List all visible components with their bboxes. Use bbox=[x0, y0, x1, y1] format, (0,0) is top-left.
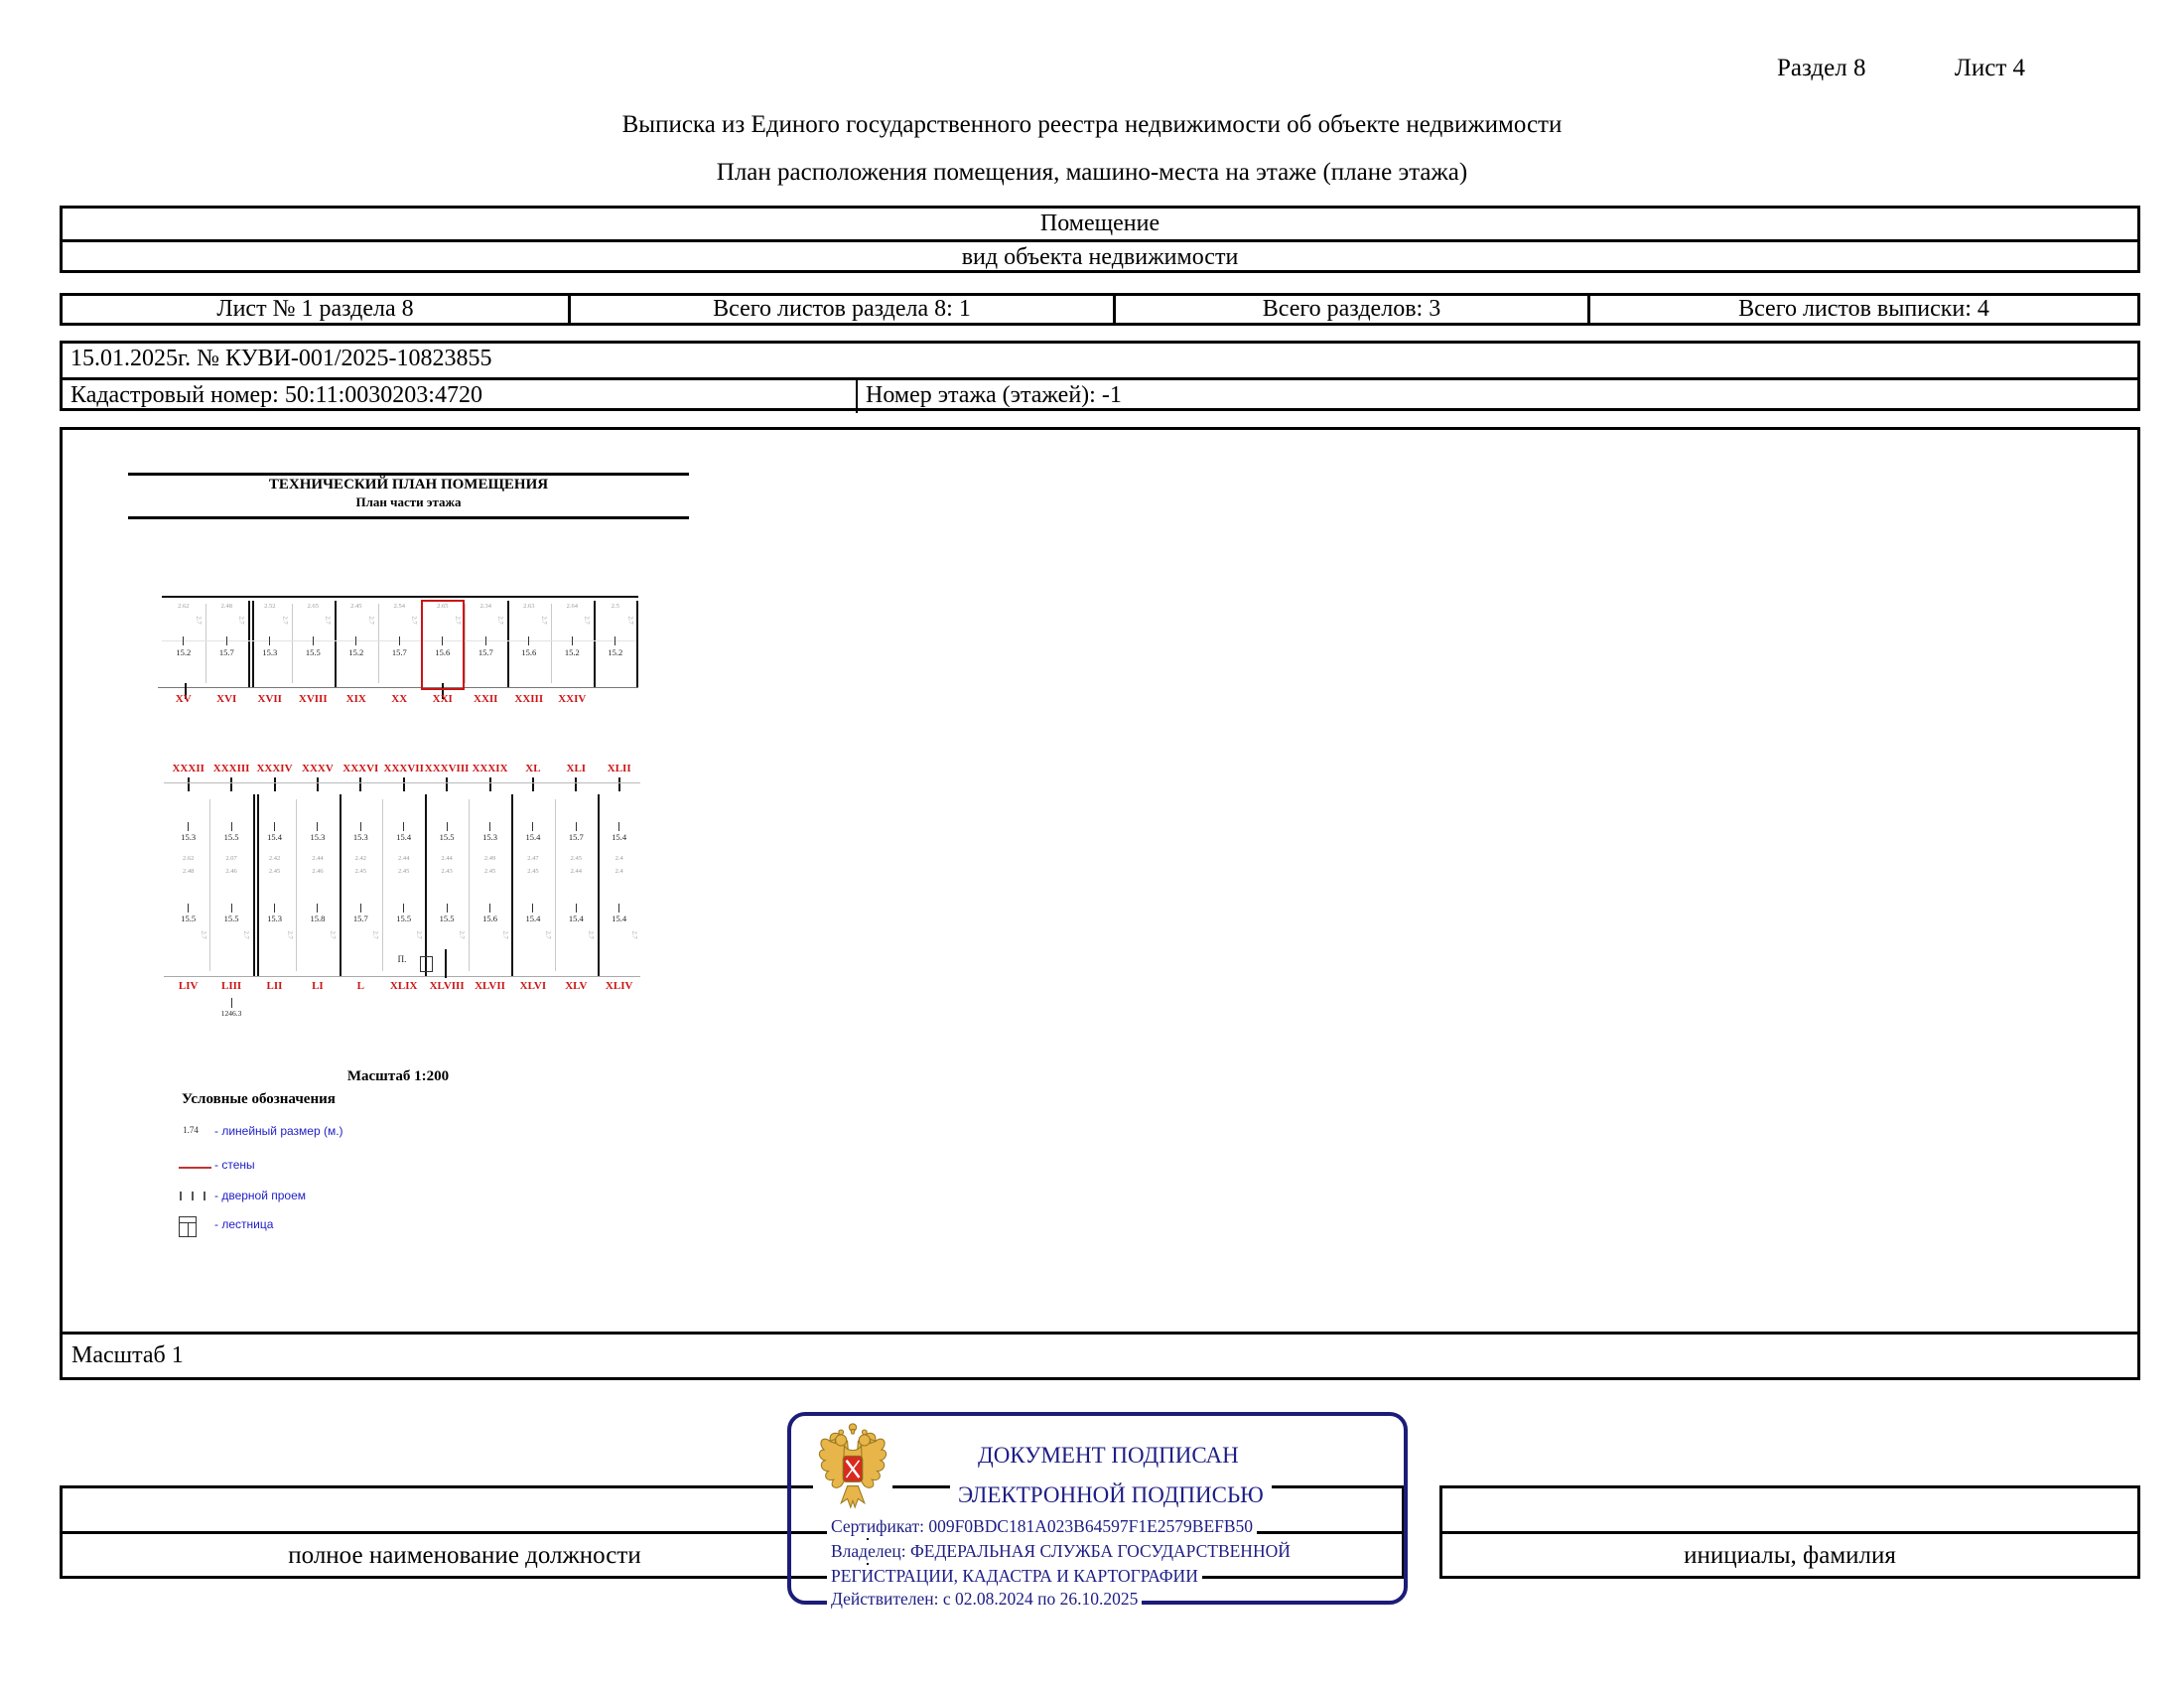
dimension-mark: 2.7 bbox=[630, 930, 638, 939]
dimension-tick bbox=[618, 904, 619, 913]
plan-box-divider bbox=[60, 1332, 2140, 1335]
stall-label: XXXVIII bbox=[424, 763, 470, 774]
plan-inner-line bbox=[292, 604, 293, 683]
plan-tick bbox=[532, 777, 534, 791]
dimension-value: 15.7 bbox=[568, 832, 584, 842]
stall-label: XXII bbox=[474, 693, 498, 705]
plan-inner-line bbox=[551, 604, 552, 683]
dimension-mark: 2.65 bbox=[437, 603, 449, 610]
plan-wall-line bbox=[636, 601, 638, 687]
plan-inner-line bbox=[465, 604, 466, 683]
stall-label: XXXIII bbox=[212, 763, 250, 774]
dimension-value: 15.3 bbox=[352, 832, 368, 842]
dimension-mark: 2.43 bbox=[441, 868, 453, 875]
dimension-value: 15.5 bbox=[305, 647, 321, 657]
dimension-mark: 2.54 bbox=[393, 603, 405, 610]
stall-label: XVI bbox=[216, 693, 237, 705]
dimension-mark: 2.7 bbox=[324, 616, 332, 625]
request-table bbox=[60, 341, 2140, 411]
name-caption: инициалы, фамилия bbox=[1684, 1542, 1896, 1569]
stall-label: LIV bbox=[178, 980, 199, 992]
dimension-mark: 2.7 bbox=[367, 616, 375, 625]
dimension-mark: 2.7 bbox=[195, 616, 203, 625]
cadastral-number: Кадастровый номер: 50:11:0030203:4720 bbox=[63, 380, 858, 413]
legend-label: - стены bbox=[214, 1158, 255, 1172]
stamp-owner-line2: РЕГИСТРАЦИИ, КАДАСТРА И КАРТОГРАФИИ bbox=[827, 1565, 1202, 1588]
stall-label: XVII bbox=[257, 693, 282, 705]
dimension-tick bbox=[274, 904, 275, 913]
dimension-mark: 2.42 bbox=[354, 855, 366, 862]
dimension-tick bbox=[447, 822, 448, 831]
dimension-tick bbox=[532, 904, 533, 913]
total-area-value: 1246.3 bbox=[220, 1009, 242, 1018]
plan-wall-line bbox=[257, 794, 259, 976]
dimension-value: 15.5 bbox=[223, 832, 239, 842]
dimension-tick bbox=[528, 636, 529, 645]
dimension-mark: 2.45 bbox=[354, 868, 366, 875]
double-eagle-emblem bbox=[813, 1420, 892, 1521]
door-legend-symbol bbox=[180, 1192, 182, 1200]
dimension-value: 15.4 bbox=[612, 914, 627, 923]
dimension-mark: 2.44 bbox=[441, 855, 453, 862]
sheet-cell: Всего листов раздела 8: 1 bbox=[571, 296, 1116, 323]
page-corner-header bbox=[1777, 55, 2025, 82]
dimension-value: 15.3 bbox=[267, 914, 282, 923]
dimension-mark: 2.44 bbox=[398, 855, 410, 862]
dimension-mark: 2.48 bbox=[220, 603, 232, 610]
stall-label: XLVI bbox=[519, 980, 547, 992]
dimension-tick bbox=[489, 822, 490, 831]
dimension-value: 15.2 bbox=[176, 647, 192, 657]
plan-wall-line bbox=[253, 794, 255, 976]
dimension-value: 15.5 bbox=[439, 914, 455, 923]
dimension-tick bbox=[313, 636, 314, 645]
dimension-mark: 2.7 bbox=[200, 930, 207, 939]
dimension-tick bbox=[226, 636, 227, 645]
stall-label: XXIII bbox=[514, 693, 544, 705]
stall-label: XXIV bbox=[558, 693, 587, 705]
plan-tick bbox=[618, 777, 620, 791]
dimension-tick bbox=[231, 822, 232, 831]
dimension-mark: 2.52 bbox=[264, 603, 276, 610]
stairs-legend-line bbox=[188, 1222, 189, 1237]
stall-label: XXXVI bbox=[342, 763, 379, 774]
stall-label: XX bbox=[391, 693, 408, 705]
dimension-mark: 2.7 bbox=[454, 616, 462, 625]
dimension-mark: 2.46 bbox=[225, 868, 237, 875]
dimension-mark: 2.7 bbox=[410, 616, 418, 625]
plan-title: ТЕХНИЧЕСКИЙ ПЛАН ПОМЕЩЕНИЯ bbox=[268, 477, 549, 492]
highlight-rect bbox=[421, 600, 465, 690]
dimension-mark: 2.45 bbox=[527, 868, 539, 875]
dimension-value: 15.6 bbox=[521, 647, 537, 657]
stall-label: XLIX bbox=[389, 980, 418, 992]
dimension-mark: 2.7 bbox=[501, 930, 508, 939]
dimension-value: 15.3 bbox=[262, 647, 278, 657]
request-number: 15.01.2025г. № КУВИ-001/2025-10823855 bbox=[63, 344, 2137, 380]
dimension-value: 15.7 bbox=[391, 647, 407, 657]
dimension-mark: 2.4 bbox=[614, 855, 623, 862]
dimension-mark: 2.44 bbox=[570, 868, 582, 875]
dimension-mark: 2.07 bbox=[225, 855, 237, 862]
dimension-mark: 2.7 bbox=[583, 616, 591, 625]
dimension-value: 15.4 bbox=[612, 832, 627, 842]
stall-label: XV bbox=[175, 693, 192, 705]
object-kind-value: Помещение bbox=[63, 209, 2137, 242]
legend-label: - лестница bbox=[214, 1217, 274, 1231]
stall-label: XLI bbox=[566, 763, 587, 774]
stall-label: LI bbox=[312, 980, 324, 992]
dimension-mark: 2.7 bbox=[286, 930, 293, 939]
dimension-value: 15.4 bbox=[267, 832, 282, 842]
dimension-mark: 2.7 bbox=[415, 930, 423, 939]
dimension-value: 15.7 bbox=[218, 647, 234, 657]
stall-label: XIX bbox=[345, 693, 366, 705]
dimension-value: 15.7 bbox=[478, 647, 493, 657]
dimension-mark: 2.45 bbox=[483, 868, 496, 875]
plan-wall-line bbox=[335, 601, 337, 687]
document-title: Выписка из Единого государственного реестра недвижимости об объекте недвижимости bbox=[621, 111, 1563, 138]
plan-inner-line bbox=[469, 799, 470, 971]
dimension-value: 15.3 bbox=[181, 832, 197, 842]
plan-tick bbox=[317, 777, 319, 791]
plan-wall-line bbox=[162, 596, 638, 598]
dimension-mark: 2.63 bbox=[523, 603, 535, 610]
stamp-line2: ЭЛЕКТРОННОЙ ПОДПИСЬЮ bbox=[950, 1481, 1272, 1509]
dimension-tick bbox=[576, 904, 577, 913]
plan-inner-line bbox=[555, 799, 556, 971]
plan-wall-line bbox=[511, 794, 513, 976]
stall-label: XL bbox=[525, 763, 541, 774]
stall-label: XLV bbox=[565, 980, 588, 992]
stairs-plan-icon bbox=[420, 956, 433, 972]
dimension-value: 15.2 bbox=[564, 647, 580, 657]
dimension-value: 15.8 bbox=[310, 914, 326, 923]
dimension-value: 15.4 bbox=[525, 914, 541, 923]
dimension-tick bbox=[403, 904, 404, 913]
dimension-mark: 2.46 bbox=[312, 868, 324, 875]
stall-label: XLVII bbox=[475, 980, 505, 992]
plan-inner-line bbox=[164, 782, 640, 783]
plan-wall-line bbox=[507, 601, 509, 687]
dimension-tick bbox=[188, 822, 189, 831]
dimension-tick bbox=[274, 822, 275, 831]
dimension-mark: 2.5 bbox=[611, 603, 619, 610]
plan-wall-line bbox=[158, 687, 638, 688]
position-caption: полное наименование должности bbox=[288, 1542, 641, 1569]
dimension-mark: 2.7 bbox=[281, 616, 289, 625]
dimension-value: 15.5 bbox=[396, 914, 412, 923]
sheet-cell: Лист № 1 раздела 8 bbox=[63, 296, 571, 323]
dimension-tick bbox=[231, 904, 232, 913]
dimension-tick bbox=[183, 636, 184, 645]
dimension-tick bbox=[532, 822, 533, 831]
dimension-tick bbox=[489, 904, 490, 913]
plan-inner-line bbox=[382, 799, 383, 971]
dimension-mark: 2.7 bbox=[458, 930, 466, 939]
footer-right-table bbox=[1439, 1485, 2140, 1579]
dimension-mark: 2.49 bbox=[483, 855, 496, 862]
plan-subtitle: План части этажа bbox=[355, 494, 462, 509]
dimension-mark: 2.45 bbox=[268, 868, 281, 875]
plan-inner-line bbox=[296, 799, 297, 971]
dimension-value: 15.2 bbox=[348, 647, 364, 657]
plan-header-rule bbox=[128, 473, 689, 476]
dimension-mark: 2.47 bbox=[527, 855, 539, 862]
plan-scale-note: Масштаб 1:200 bbox=[346, 1068, 450, 1084]
stall-label: XXXII bbox=[172, 763, 205, 774]
stamp-owner-line1: Владелец: ФЕДЕРАЛЬНАЯ СЛУЖБА ГОСУДАРСТВЕННОЙ bbox=[827, 1540, 1295, 1563]
plan-tick bbox=[575, 777, 577, 791]
dimension-value: 15.4 bbox=[525, 832, 541, 842]
dimension-mark: 2.45 bbox=[350, 603, 362, 610]
dimension-mark: 2.7 bbox=[544, 930, 552, 939]
dimension-tick bbox=[317, 904, 318, 913]
dimension-mark: 2.44 bbox=[312, 855, 324, 862]
plan-tick bbox=[230, 777, 232, 791]
dimension-mark: 2.7 bbox=[540, 616, 548, 625]
dimension-value: 15.6 bbox=[482, 914, 497, 923]
stall-label: XVIII bbox=[298, 693, 328, 705]
dimension-mark: 2.42 bbox=[268, 855, 281, 862]
dimension-mark: 2.7 bbox=[329, 930, 337, 939]
dimension-tick bbox=[614, 636, 615, 645]
object-kind-caption: вид объекта недвижимости bbox=[961, 244, 1239, 270]
stall-label: XXXIX bbox=[472, 763, 508, 774]
legend-title: Условные обозначения bbox=[182, 1091, 336, 1107]
sheet-cell: Всего разделов: 3 bbox=[1116, 296, 1590, 323]
plan-wall-line bbox=[252, 601, 254, 687]
door-legend-symbol bbox=[204, 1192, 205, 1200]
coat-of-arms-icon bbox=[813, 1420, 892, 1521]
footer-right-divider bbox=[1442, 1531, 2137, 1534]
plan-inner-line bbox=[164, 976, 640, 977]
plan-tick bbox=[446, 777, 448, 791]
stall-label: XLII bbox=[607, 763, 631, 774]
plan-tick bbox=[274, 777, 276, 791]
plan-header-rule bbox=[128, 516, 689, 519]
scale-row-label: Масштаб 1 bbox=[71, 1342, 184, 1368]
plan-inner-line bbox=[209, 799, 210, 971]
dimension-tick bbox=[355, 636, 356, 645]
stall-label: XXXVII bbox=[383, 763, 424, 774]
dimension-mark: 2.45 bbox=[398, 868, 410, 875]
dimension-tick bbox=[188, 904, 189, 913]
dimension-value: 15.5 bbox=[181, 914, 197, 923]
plan-p-mark: П. bbox=[397, 954, 407, 964]
object-kind-table bbox=[60, 206, 2140, 273]
plan-tick bbox=[359, 777, 361, 791]
plan-tick bbox=[403, 777, 405, 791]
dimension-tick bbox=[317, 822, 318, 831]
dimension-value: 15.3 bbox=[482, 832, 497, 842]
stall-label: LIII bbox=[221, 980, 242, 992]
stall-label: LII bbox=[266, 980, 283, 992]
stall-label: XLVIII bbox=[429, 980, 465, 992]
dimension-mark: 2.34 bbox=[479, 603, 491, 610]
stall-label: XXXV bbox=[302, 763, 334, 774]
sheet-number: Лист 4 bbox=[1954, 55, 2025, 81]
dimension-tick bbox=[403, 822, 404, 831]
plan-wall-line bbox=[425, 794, 427, 976]
dimension-mark: 2.7 bbox=[242, 930, 250, 939]
dimension-mark: 2.7 bbox=[626, 616, 634, 625]
floor-number: Номер этажа (этажей): -1 bbox=[866, 382, 1122, 408]
dimension-value: 15.6 bbox=[435, 647, 451, 657]
stamp-certificate: Сертификат: 009F0BDC181A023B64597F1E2579BEFB50 bbox=[827, 1515, 1257, 1538]
dimension-tick bbox=[360, 822, 361, 831]
signature-stamp bbox=[787, 1412, 1408, 1609]
stall-label: XXI bbox=[432, 693, 453, 705]
dimension-value: 15.5 bbox=[223, 914, 239, 923]
dimension-tick bbox=[576, 822, 577, 831]
sheets-info-row bbox=[60, 293, 2140, 326]
dimension-value: 15.2 bbox=[608, 647, 623, 657]
section-number: Раздел 8 bbox=[1777, 55, 1866, 81]
plan-tick bbox=[489, 777, 491, 791]
dimension-tick bbox=[399, 636, 400, 645]
stall-label: XLIV bbox=[605, 980, 633, 992]
dimension-tick bbox=[360, 904, 361, 913]
size-legend-symbol: 1.74 bbox=[183, 1125, 199, 1135]
dimension-mark: 2.48 bbox=[183, 868, 195, 875]
plan-tick bbox=[445, 949, 447, 978]
dimension-mark: 2.45 bbox=[570, 855, 582, 862]
plan-inner-line bbox=[378, 604, 379, 683]
plan-wall-line bbox=[594, 601, 596, 687]
dimension-mark: 2.7 bbox=[371, 930, 379, 939]
dimension-mark: 2.7 bbox=[237, 616, 245, 625]
dimension-tick bbox=[618, 822, 619, 831]
document-subtitle: План расположения помещения, машино-места на этаже (плане этажа) bbox=[716, 159, 1468, 186]
plan-wall-line bbox=[598, 794, 600, 976]
dimension-tick bbox=[231, 998, 232, 1008]
dimension-tick bbox=[485, 636, 486, 645]
legend-label: - дверной проем bbox=[214, 1189, 307, 1202]
door-legend-symbol bbox=[192, 1192, 194, 1200]
dimension-mark: 2.7 bbox=[496, 616, 504, 625]
dimension-value: 15.5 bbox=[439, 832, 455, 842]
plan-inner-line bbox=[205, 604, 206, 683]
plan-wall-line bbox=[340, 794, 341, 976]
dimension-tick bbox=[269, 636, 270, 645]
stamp-line1: ДОКУМЕНТ ПОДПИСАН bbox=[970, 1442, 1247, 1470]
dimension-mark: 2.64 bbox=[566, 603, 578, 610]
stall-label: XXXIV bbox=[256, 763, 293, 774]
dimension-value: 15.4 bbox=[396, 832, 412, 842]
stamp-validity: Действителен: с 02.08.2024 по 26.10.2025 bbox=[827, 1588, 1142, 1611]
wall-legend-symbol bbox=[179, 1167, 211, 1169]
legend-label: - линейный размер (м.) bbox=[214, 1124, 343, 1138]
dimension-value: 15.7 bbox=[352, 914, 368, 923]
dimension-value: 15.3 bbox=[310, 832, 326, 842]
dimension-tick bbox=[572, 636, 573, 645]
dimension-value: 15.4 bbox=[568, 914, 584, 923]
sheet-cell: Всего листов выписки: 4 bbox=[1738, 296, 1989, 322]
floor-plan bbox=[63, 430, 817, 1329]
dimension-mark: 2.62 bbox=[178, 603, 190, 610]
dimension-mark: 2.65 bbox=[307, 603, 319, 610]
dimension-mark: 2.7 bbox=[587, 930, 595, 939]
stall-label: L bbox=[356, 980, 364, 992]
dimension-tick bbox=[447, 904, 448, 913]
dimension-mark: 2.62 bbox=[183, 855, 195, 862]
plan-tick bbox=[188, 777, 190, 791]
plan-wall-line bbox=[248, 601, 250, 687]
dimension-mark: 2.4 bbox=[614, 868, 623, 875]
